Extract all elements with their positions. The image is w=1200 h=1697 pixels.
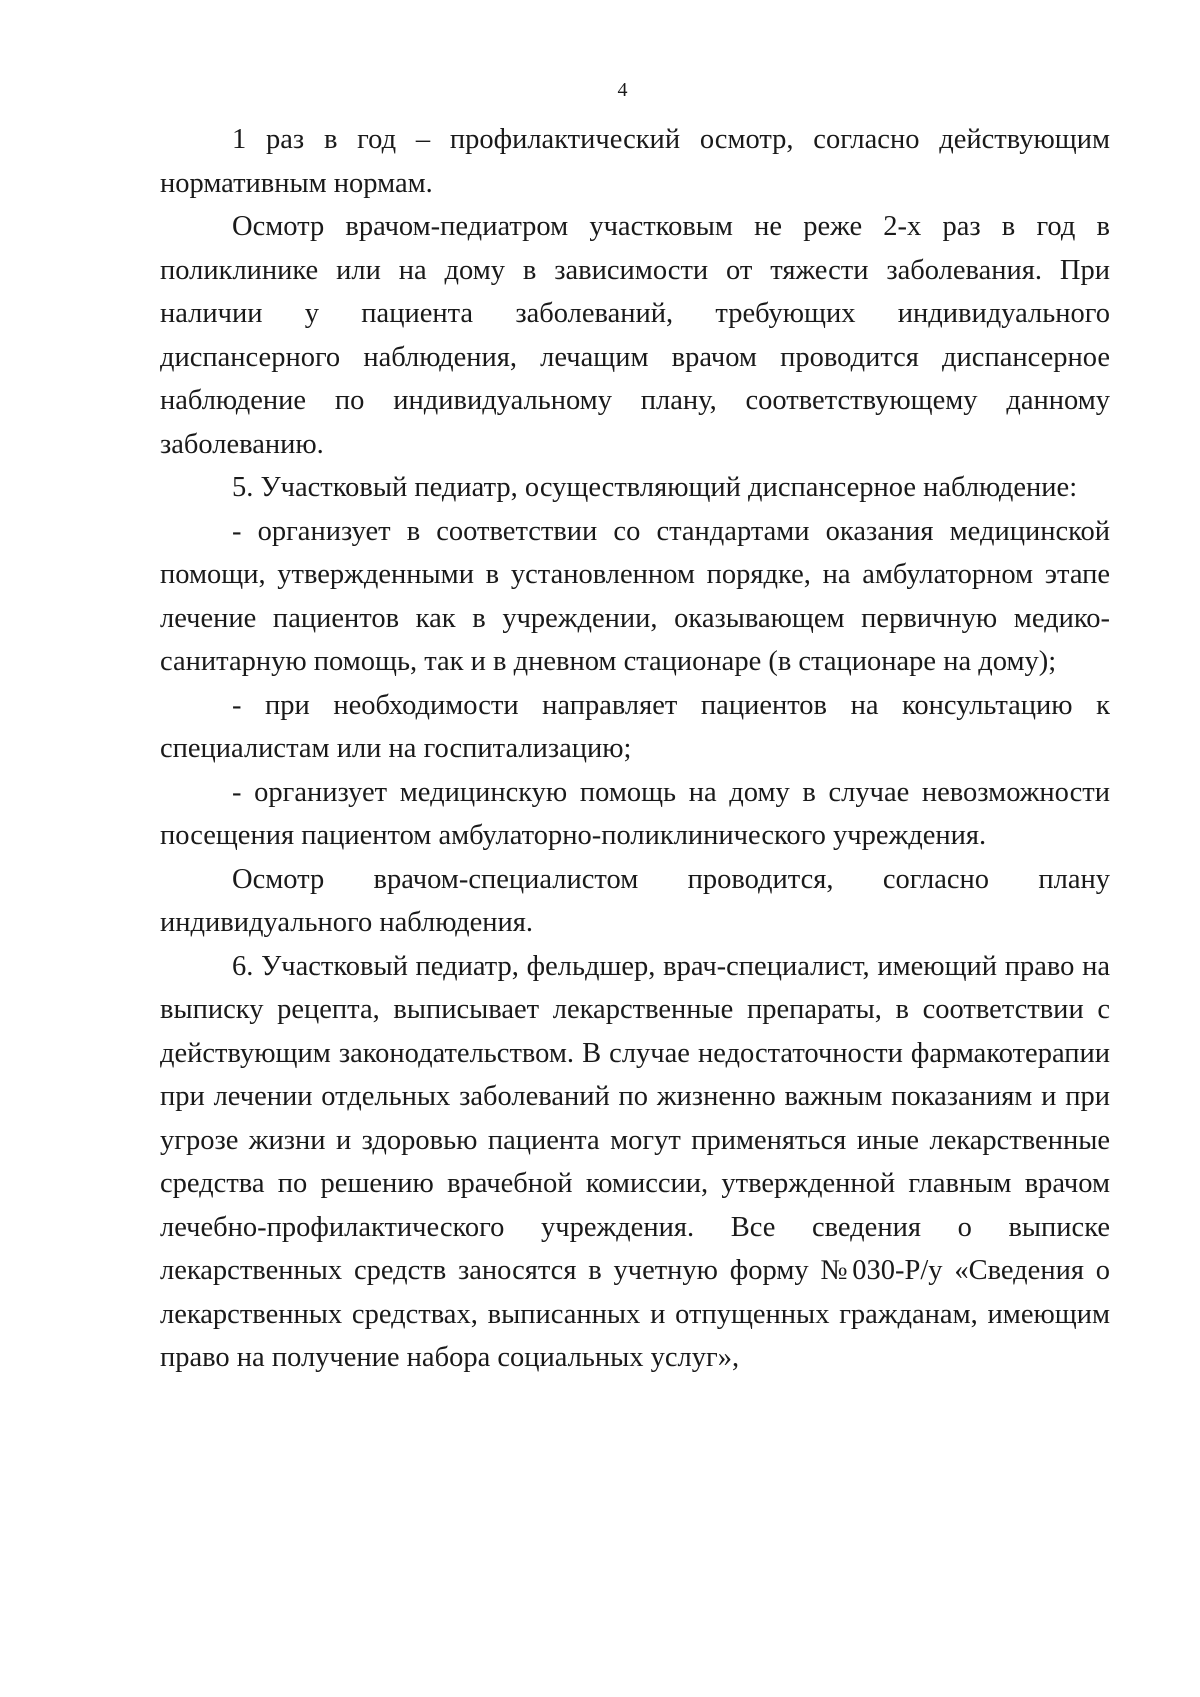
paragraph-referral: - при необходимости направляет пациентов на консультацию к специалистам или на госпитализацию; xyxy=(160,689,1110,764)
paragraph-home-care: - организует медицинскую помощь на дому в случае невозможности посещения пациентом амбулаторно-поликлинического учреждения. xyxy=(160,776,1110,851)
paragraph-pediatrician-exam: Осмотр врачом-педиатром участковым не реже 2-х раз в год в поликлинике или на дому в зависимости от тяжести заболевания. При наличии у пациента заболеваний, требующих индивидуального диспансерного наблюдения, лечащим врачом проводится диспансерное наблюдение по индивидуальному плану, соответствующему данному заболеванию. xyxy=(160,211,1110,460)
document-body xyxy=(160,118,1110,1380)
paragraph-annual-checkup: 1 раз в год – профилактический осмотр, согласно действующим нормативным нормам. xyxy=(160,124,1110,199)
page-number: 4 xyxy=(617,79,628,101)
paragraph-specialist-exam: Осмотр врачом-специалистом проводится, согласно плану индивидуального наблюдения. xyxy=(160,863,1110,938)
paragraph-section-6: 6. Участковый педиатр, фельдшер, врач-специалист, имеющий право на выписку рецепта, выписывает лекарственные препараты, в соответствии с действующим законодательством. В случае недостаточности фармакотерапии при лечении отдельных заболеваний по жизненно важным показаниям и при угрозе жизни и здоровью пациента могут применяться иные лекарственные средства по решению врачебной комиссии, утвержденной главным врачом лечебно-профилактического учреждения. Все сведения о выписке лекарственных средств заносятся в учетную форму №030-Р/у «Сведения о лекарственных средствах, выписанных и отпущенных гражданам, имеющим право на получение набора социальных услуг», xyxy=(160,950,1110,1373)
paragraph-section-5: 5. Участковый педиатр, осуществляющий диспансерное наблюдение: xyxy=(232,472,1078,503)
paragraph-organizes-treatment: - организует в соответствии со стандартами оказания медицинской помощи, утвержденными в установленном порядке, на амбулаторном этапе лечение пациентов как в учреждении, оказывающем первичную медико-санитарную помощь, так и в дневном стационаре (в стационаре на дому); xyxy=(160,515,1110,677)
